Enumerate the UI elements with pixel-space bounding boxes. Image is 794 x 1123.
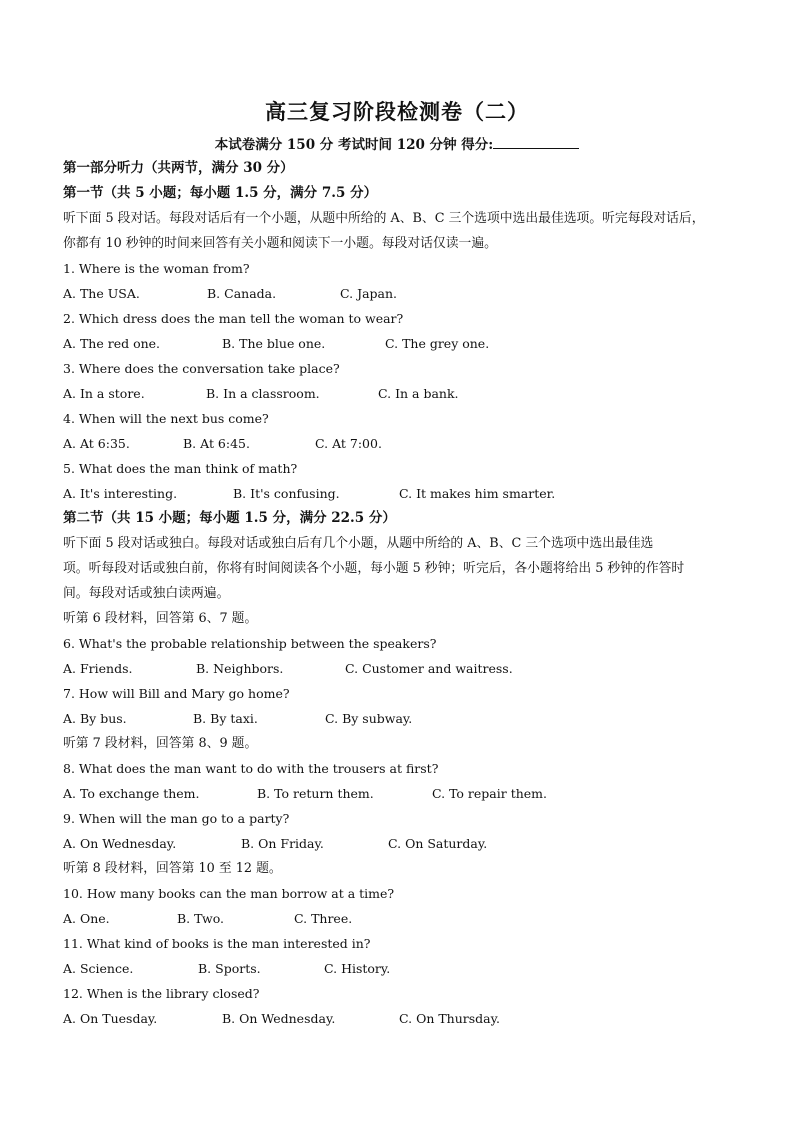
option-b: B. Neighbors. (196, 661, 284, 676)
option-c: C. By subway. (325, 711, 413, 726)
question-options (63, 381, 733, 406)
material-7-heading: 听第 7 段材料，回答第 8、9 题。 (63, 736, 258, 751)
question-stem: 1. Where is the woman from? (63, 261, 250, 276)
option-a: A. The red one. (63, 336, 161, 351)
question-options (63, 781, 733, 806)
question-stem: 4. When will the next bus come? (63, 411, 269, 426)
question-stem: 2. Which dress does the man tell the woman to wear? (63, 311, 404, 326)
section1-heading: 第一节（共 5 小题；每小题 1.5 分，满分 7.5 分） (63, 185, 378, 201)
exam-info (0, 133, 794, 153)
question-stem: 5. What does the man think of math? (63, 461, 298, 476)
question-options (63, 706, 733, 731)
option-a: A. Friends. (63, 661, 133, 676)
option-c: C. At 7:00. (315, 436, 382, 451)
option-a: A. Science. (63, 961, 134, 976)
option-a: A. By bus. (63, 711, 127, 726)
option-c: C. Japan. (340, 286, 398, 301)
option-c: C. In a bank. (378, 386, 459, 401)
question-stem: 9. When will the man go to a party? (63, 811, 290, 826)
exam-body (63, 156, 733, 1031)
question-stem: 3. Where does the conversation take place? (63, 361, 340, 376)
option-c: C. It makes him smarter. (399, 486, 556, 501)
score-blank (493, 136, 579, 149)
option-c: C. History. (324, 961, 391, 976)
option-c: C. Customer and waitress. (345, 661, 513, 676)
question-options (63, 481, 733, 506)
option-b: B. Two. (177, 911, 225, 926)
page-title: 高三复习阶段检测卷（二） (265, 99, 529, 124)
option-a: A. One. (63, 911, 110, 926)
option-a: A. It's interesting. (63, 486, 178, 501)
question-options (63, 431, 733, 456)
option-b: B. By taxi. (193, 711, 258, 726)
question-stem: 6. What's the probable relationship between the speakers? (63, 636, 437, 651)
option-b: B. At 6:45. (183, 436, 250, 451)
option-b: B. To return them. (257, 786, 374, 801)
option-c: C. Three. (294, 911, 353, 926)
section2-instruction-line: 听下面 5 段对话或独白。每段对话或独白后有几个小题，从题中所给的 A、B、C 三个选项中选出最佳选 (63, 536, 654, 551)
option-b: B. Canada. (207, 286, 277, 301)
option-a: A. The USA. (63, 286, 140, 301)
option-a: A. On Tuesday. (63, 1011, 158, 1026)
question-options (63, 956, 733, 981)
question-stem: 12. When is the library closed? (63, 986, 260, 1001)
question-stem: 10. How many books can the man borrow at a time? (63, 886, 395, 901)
option-c: C. On Thursday. (399, 1011, 500, 1026)
question-options (63, 281, 733, 306)
option-a: A. On Wednesday. (63, 836, 177, 851)
option-b: B. On Wednesday. (222, 1011, 336, 1026)
question-options (63, 1006, 733, 1031)
question-options (63, 906, 733, 931)
material-8-heading: 听第 8 段材料，回答第 10 至 12 题。 (63, 861, 282, 876)
option-a: A. To exchange them. (63, 786, 200, 801)
question-stem: 11. What kind of books is the man interested in? (63, 936, 371, 951)
section2-instruction-line: 项。听每段对话或独白前，你将有时间阅读各个小题，每小题 5 秒钟；听完后，各小题将给出 5 秒钟的作答时 (63, 561, 685, 576)
section2-instruction-line: 间。每段对话或独白读两遍。 (63, 586, 230, 601)
option-c: C. The grey one. (385, 336, 490, 351)
question-stem: 8. What does the man want to do with the trousers at first? (63, 761, 439, 776)
question-options (63, 331, 733, 356)
option-a: A. At 6:35. (63, 436, 130, 451)
exam-info-text: 本试卷满分 150 分 考试时间 120 分钟 得分: (214, 137, 494, 153)
section1-instruction-line: 你都有 10 秒钟的时间来回答有关小题和阅读下一小题。每段对话仅读一遍。 (63, 236, 497, 251)
question-options (63, 656, 733, 681)
option-b: B. Sports. (198, 961, 261, 976)
section2-heading: 第二节（共 15 小题；每小题 1.5 分，满分 22.5 分） (63, 510, 396, 526)
question-options (63, 831, 733, 856)
option-c: C. To repair them. (432, 786, 548, 801)
option-b: B. On Friday. (241, 836, 324, 851)
option-b: B. In a classroom. (206, 386, 320, 401)
question-stem: 7. How will Bill and Mary go home? (63, 686, 290, 701)
option-b: B. It's confusing. (233, 486, 340, 501)
part1-heading: 第一部分听力（共两节，满分 30 分） (63, 160, 294, 176)
section1-instruction-line: 听下面 5 段对话。每段对话后有一个小题，从题中所给的 A、B、C 三个选项中选出最佳选项。听完每段对话后， (63, 211, 705, 226)
material-6-heading: 听第 6 段材料，回答第 6、7 题。 (63, 611, 258, 626)
option-a: A. In a store. (63, 386, 145, 401)
option-c: C. On Saturday. (388, 836, 488, 851)
option-b: B. The blue one. (222, 336, 326, 351)
